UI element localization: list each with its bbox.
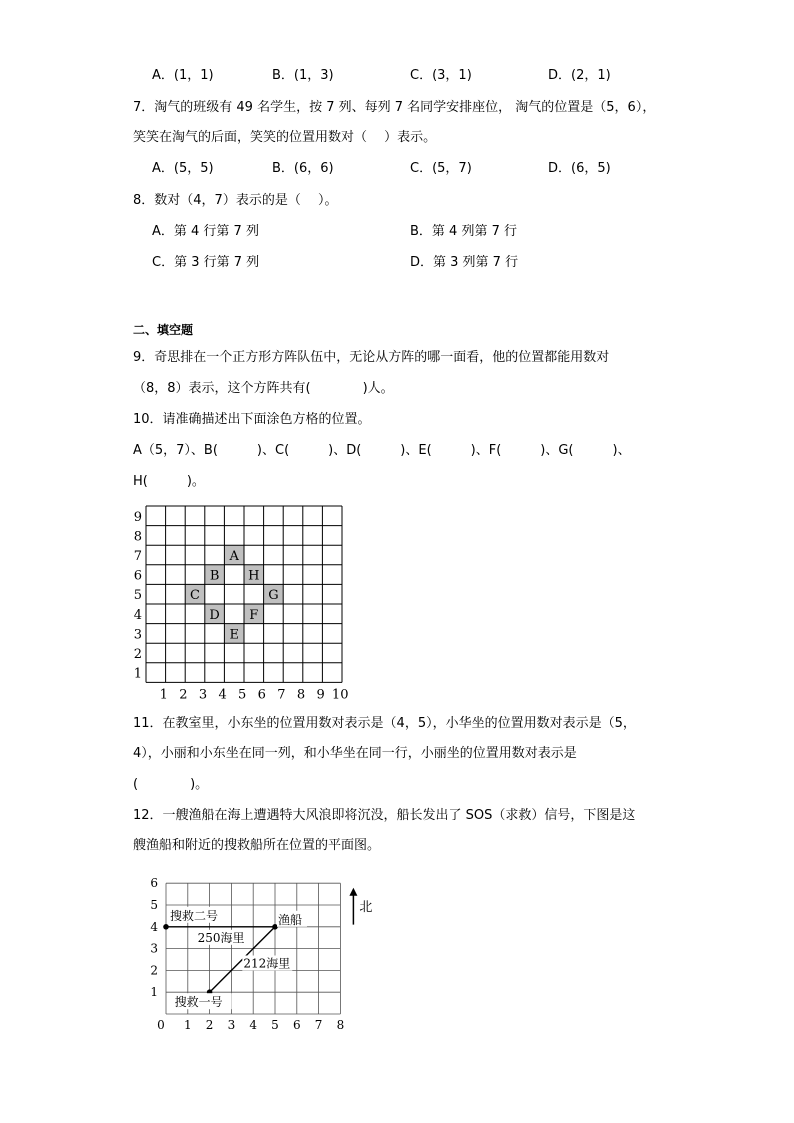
grid-x-label: 6 bbox=[257, 687, 266, 700]
cell-label-H: H bbox=[248, 568, 260, 584]
distance-212: 212海里 bbox=[243, 956, 291, 971]
section-title: 二、填空题 bbox=[133, 323, 194, 337]
map-y-label: 2 bbox=[150, 963, 158, 978]
q8-question: 8．数对（4，7）表示的是（ ）。 bbox=[133, 193, 338, 208]
cell-label-G: G bbox=[268, 588, 279, 604]
grid-y-label: 3 bbox=[133, 627, 142, 643]
grid-y-label: 6 bbox=[133, 568, 142, 584]
map-y-label: 6 bbox=[150, 876, 158, 891]
cell-label-F: F bbox=[249, 607, 259, 623]
cell-label-D: D bbox=[209, 607, 220, 623]
label-rescue-2: 搜救二号 bbox=[170, 908, 219, 923]
q10-line2: A（5，7）、B( )、C( )、D( )、E( )、F( )、G( )、 bbox=[133, 443, 631, 458]
grid-x-label: 7 bbox=[277, 687, 286, 700]
grid-y-label: 7 bbox=[133, 549, 142, 564]
north-arrow-head bbox=[349, 888, 357, 896]
map-y-label: 5 bbox=[150, 898, 158, 912]
distance-250: 250海里 bbox=[197, 930, 245, 945]
q11-line1: 11．在教室里，小东坐的位置用数对表示是（4，5），小华坐的位置用数对表示是（5， bbox=[133, 716, 636, 731]
map-x-label: 8 bbox=[336, 1018, 345, 1032]
grid-x-label: 10 bbox=[331, 687, 348, 700]
grid-x-label: 5 bbox=[238, 687, 247, 700]
q6-option-d: D．(2，1) bbox=[548, 68, 611, 83]
q9-line1: 9．奇思排在一个正方形方阵队伍中，无论从方阵的哪一面看，他的位置都能用数对 bbox=[133, 350, 610, 365]
map-y-label: 3 bbox=[150, 941, 158, 956]
q10-line3: H( )。 bbox=[133, 474, 205, 489]
grid-y-label: 8 bbox=[133, 529, 142, 545]
grid-x-label: 1 bbox=[159, 687, 168, 700]
map-x-label: 5 bbox=[271, 1018, 279, 1032]
label-fishing-boat: 渔船 bbox=[278, 912, 303, 927]
map-x-label: 0 bbox=[157, 1018, 165, 1032]
grid-x-label: 9 bbox=[316, 687, 325, 700]
map-x-label: 1 bbox=[183, 1018, 192, 1032]
q6-option-a: A．(1，1) bbox=[152, 68, 214, 83]
map-x-label: 3 bbox=[227, 1018, 236, 1032]
q7-option-a: A．(5，5) bbox=[152, 161, 214, 176]
grid-y-label: 2 bbox=[133, 647, 142, 662]
grid-y-label: 9 bbox=[133, 509, 142, 525]
q10-line1: 10．请准确描述出下面涂色方格的位置。 bbox=[133, 412, 371, 427]
q8-option-c: C．第 3 行第 7 列 bbox=[152, 255, 260, 270]
map-y-label: 4 bbox=[150, 919, 158, 934]
q6-option-b: B．(1，3) bbox=[272, 68, 334, 83]
label-rescue-1: 搜救一号 bbox=[174, 995, 223, 1010]
q6-option-c: C．(3，1) bbox=[410, 68, 472, 83]
grid-x-label: 4 bbox=[218, 687, 227, 700]
q7-line2: 笑笑在淘气的后面，笑笑的位置用数对（ ）表示。 bbox=[133, 130, 437, 145]
map-x-label: 6 bbox=[292, 1018, 301, 1032]
grid-x-label: 3 bbox=[198, 687, 208, 700]
q8-option-d: D．第 3 列第 7 行 bbox=[410, 255, 519, 270]
q8-option-b: B．第 4 列第 7 行 bbox=[410, 224, 517, 239]
q12-line2: 艘渔船和附近的搜救船所在位置的平面图。 bbox=[133, 838, 381, 853]
grid-y-label: 1 bbox=[133, 666, 142, 682]
point-搜救二号 bbox=[163, 924, 169, 930]
grid-x-label: 2 bbox=[179, 687, 188, 700]
cell-label-B: B bbox=[209, 568, 220, 584]
q8-option-a: A．第 4 行第 7 列 bbox=[152, 224, 259, 239]
map-x-label: 2 bbox=[205, 1018, 214, 1032]
coordinate-grid bbox=[128, 500, 348, 700]
map-y-label: 1 bbox=[150, 985, 158, 1000]
north-label: 北 bbox=[359, 900, 373, 916]
cell-label-E: E bbox=[229, 627, 239, 643]
map-x-label: 4 bbox=[249, 1018, 258, 1032]
rescue-map bbox=[140, 872, 390, 1042]
map-x-label: 7 bbox=[314, 1018, 323, 1032]
q7-line1: 7．淘气的班级有 49 名学生，按 7 列、每列 7 名同学安排座位， 淘气的位置是（5，6）， bbox=[133, 100, 656, 115]
q7-option-d: D．(6，5) bbox=[548, 161, 611, 176]
q11-line3: ( )。 bbox=[133, 777, 209, 792]
grid-x-label: 8 bbox=[296, 687, 306, 700]
grid-y-label: 4 bbox=[133, 607, 142, 623]
q7-option-b: B．(6，6) bbox=[272, 161, 334, 176]
q9-line2: （8，8）表示，这个方阵共有( )人。 bbox=[133, 381, 394, 396]
grid-y-label: 5 bbox=[133, 588, 142, 604]
q12-line1: 12．一艘渔船在海上遭遇特大风浪即将沉没，船长发出了 SOS（求救）信号，下图是这 bbox=[133, 808, 636, 823]
cell-label-C: C bbox=[190, 588, 200, 604]
cell-label-A: A bbox=[229, 549, 239, 564]
point-渔船 bbox=[272, 924, 278, 930]
q11-line2: 4），小丽和小东坐在同一列，和小华坐在同一行，小丽坐的位置用数对表示是 bbox=[133, 746, 577, 761]
q7-option-c: C．(5，7) bbox=[410, 161, 472, 176]
